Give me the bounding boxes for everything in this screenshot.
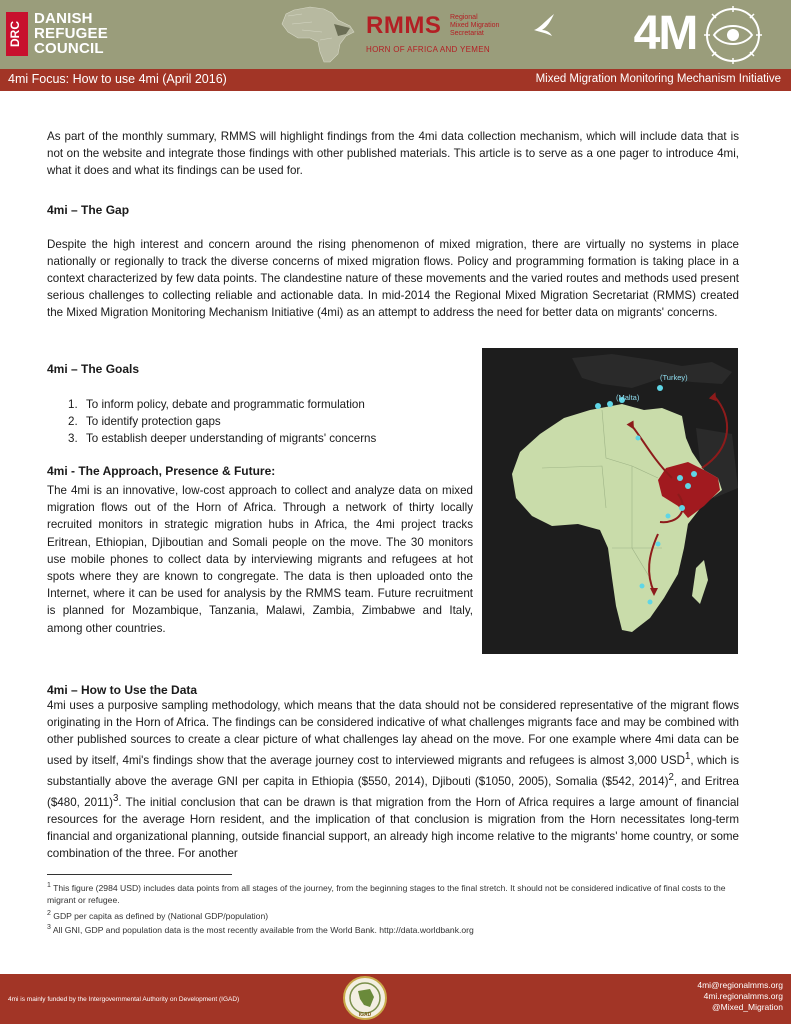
africa-map-logo — [272, 4, 360, 66]
footer — [0, 974, 791, 1024]
list-number: 1. — [68, 398, 78, 411]
document-title: 4mi Focus: How to use 4mi (April 2016) — [8, 72, 227, 86]
rmms-subtitle — [450, 14, 536, 38]
bird-icon — [530, 10, 560, 40]
contact-block — [697, 980, 783, 1013]
rmms-subtitle-line: Mixed Migration — [450, 22, 500, 29]
use-text-part: 4mi uses a purposive sampling methodology, which means that the data should not be considered representative of the migrant flows originating in the Horn of Africa. The findings can be considered indicative of what challenges migrants face and may be combined with other published sources to create a clear picture of what challenges lay ahead on the move. For one example where 4mi data can be used by itself, 4mi's findings show that the average journey cost to interviewed migrants and refugees is almost 3,000 USD — [47, 699, 739, 767]
list-number: 2. — [68, 415, 78, 428]
use-text-part: . The initial conclusion that can be drawn is that migration from the Horn of Africa requires a large amount of financial resources for the average Horn resident, and the implication of that conclusion is migration from the Horn necessitates long-term financial and organizational planning, outside financial support, an already high income relative to the migrants' home country, or some combination of the three. For another — [47, 795, 739, 860]
map-label-malta: (Malta) — [616, 393, 640, 402]
drc-logo — [6, 8, 136, 60]
igad-text: IGAD — [358, 1012, 372, 1018]
drc-name-line: DANISH — [34, 10, 93, 27]
list-item — [68, 413, 468, 430]
map-label-turkey: (Turkey) — [660, 373, 688, 382]
rmms-subtitle-line: Secretariat — [450, 30, 484, 37]
use-heading: 4mi – How to Use the Data — [47, 683, 198, 697]
drc-mark: DRC — [6, 12, 28, 56]
footnote — [47, 880, 739, 906]
intro-paragraph: As part of the monthly summary, RMMS will highlight findings from the 4mi data collection mechanism, which will include data that is not on the website and integrate those findings with other published materials. This article is to serve as a one pager to introduce 4mi, what it does and what its findings can be used for. — [47, 130, 739, 177]
website-link[interactable]: 4mi.regionalmms.org — [703, 991, 783, 1001]
footnote-ref: 2 — [668, 771, 674, 783]
drc-name-line: COUNCIL — [34, 40, 104, 57]
footnote-number: 3 — [47, 924, 51, 931]
footnote-ref: 3 — [112, 792, 119, 804]
funding-note: 4mi is mainly funded by the Intergovernmental Authority on Development (IGAD) — [8, 996, 240, 1003]
use-text-part: , which is substantially above the average GNI per capita in Ethiopia ($550, 2014), Djibouti ($1050, 2005), Somalia ($542, 2014) — [47, 753, 739, 788]
rmms-region: HORN OF AFRICA AND YEMEN — [366, 45, 490, 54]
footnote-text: All GNI, GDP and population data is the most recently available from the World Bank. http://data.worldbank.org — [50, 924, 474, 935]
use-paragraph — [47, 697, 739, 862]
footnote-ref: 1 — [685, 751, 691, 762]
initiative-name: Mixed Migration Monitoring Mechanism Initiative — [535, 73, 781, 85]
footnote-divider — [47, 874, 232, 875]
list-item — [68, 396, 468, 413]
list-number: 3. — [68, 432, 78, 445]
email-link[interactable]: 4mi@regionalmms.org — [697, 980, 783, 990]
drc-name-line: REFUGEE — [34, 25, 108, 42]
approach-heading: 4mi - The Approach, Presence & Future: — [47, 464, 276, 478]
footnote-number: 1 — [47, 882, 51, 889]
eye-icon — [702, 4, 764, 66]
footnote — [47, 908, 739, 922]
rmms-subtitle-line: Regional — [450, 14, 478, 21]
rmms-wordmark: RMMS — [366, 12, 442, 39]
list-text: To inform policy, debate and programmatic formulation — [86, 398, 365, 411]
approach-paragraph: The 4mi is an innovative, low-cost approach to collect and analyze data on mixed migration flows out of the Horn of Africa. Through a network of thirty locally recruited monitors in strategic migration hubs in Africa, the 4mi project tracks Eritrean, Ethiopian, Djiboutian and Somali people on the move. The 30 monitors use mobile phones to collect data by interviewing migrants and refugees at hot spots where they are known to congregate. The data is then uploaded onto the Internet, where it can be used for analysis by the RMMS team. Future recruitment is planned for Mozambique, Tanzania, Malawi, Zambia, Zimbabwe and Italy, among other countries. — [47, 484, 473, 635]
list-text: To identify protection gaps — [86, 415, 221, 428]
use-text-part: , and Eritrea ($480, 2011) — [47, 774, 739, 809]
drc-name — [34, 11, 134, 56]
igad-logo — [342, 975, 388, 1021]
4m-logo: 4M — [633, 7, 697, 60]
footnote-text: GDP per capita as defined by (National GDP/population) — [50, 910, 269, 921]
africa-route-map — [482, 348, 738, 654]
title-bar — [0, 69, 791, 91]
goals-list — [68, 396, 468, 447]
footnote — [47, 922, 739, 936]
gap-paragraph: Despite the high interest and concern around the rising phenomenon of mixed migration, there are virtually no systems in place nationally or regionally to track the diverse concerns of mixed migration flows. Policy and programming formation is taking place in a context characterized by few data points. The clandestine nature of these movements and the varied routes and methods used present serious challenges to collecting reliable and actionable data. In mid-2014 the Regional Mixed Migration Secretariat (RMMS) created the Mixed Migration Monitoring Mechanism Initiative (4mi) as an attempt to address the need for better data on migrants' concerns. — [47, 238, 739, 319]
gap-heading: 4mi – The Gap — [47, 203, 130, 217]
header-band — [0, 0, 791, 69]
list-item — [68, 430, 468, 447]
list-text: To establish deeper understanding of migrants' concerns — [86, 432, 377, 445]
migration-map — [482, 348, 738, 654]
footnote-text: This figure (2984 USD) includes data points from all stages of the journey, from the beginning stages to the final stretch. It should not be considered indicative of final costs to the migrant or refugee. — [47, 882, 726, 905]
twitter-handle[interactable]: @Mixed_Migration — [712, 1002, 783, 1012]
rmms-logo — [366, 12, 536, 60]
footnote-number: 2 — [47, 910, 51, 917]
goals-heading: 4mi – The Goals — [47, 362, 140, 376]
